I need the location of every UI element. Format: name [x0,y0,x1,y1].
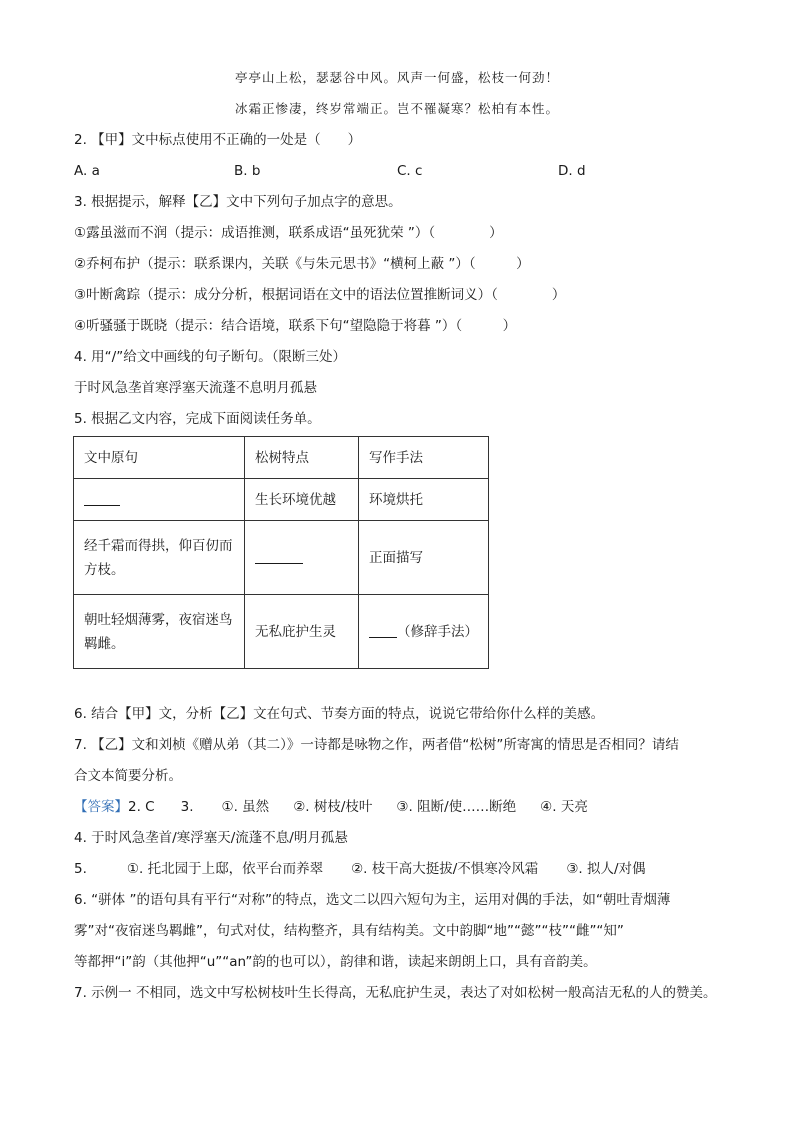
answer-3-2: ②. 树枝/枝叶 [293,799,373,815]
answer-line-1 [74,797,588,817]
cell-technique: 正面描写 [359,521,489,595]
answer-5-2: ②. 枝干高大挺拔/不惧寒冷风霜 [351,861,539,877]
q3-item-3: ③叶断禽踪（提示：成分分析，根据词语在文中的语法位置推断词义）（ ） [74,287,566,303]
q4-sentence: 于时风急垄首寒浮塞天流蓬不息明月孤悬 [74,380,317,396]
blank-cell [245,521,359,595]
poem-line-1: 亭亭山上松，瑟瑟谷中风。风声一何盛，松枝一何劲！ [234,70,559,85]
table-row [74,595,489,669]
cell-feature: 生长环境优越 [245,479,359,521]
cell-original: 经千霜而得拱，仰百仞而方枝。 [74,521,245,595]
answer-7-line-1: 7. 示例一 不相同，选文中写松树枝叶生长得高，无私庇护生灵，表达了对如松树一般高洁无私的人的赞美。 [74,985,717,1001]
question-3-stem: 3. 根据提示，解释【乙】文中下列句子加点字的意思。 [74,194,402,210]
q3-item-1: ①露虽滋而不润（提示：成语推测，联系成语“虽死犹荣 ”）（ ） [74,225,503,241]
answer-6-line-2: 雾”对“夜宿迷鸟羁雌”，句式对仗，结构整齐，具有结构美。文中韵脚“地”“懿”“枝”“雌”“知” [74,923,624,939]
question-5-stem: 5. 根据乙文内容，完成下面阅读任务单。 [74,411,321,427]
answer-6-line-1: 6. “骈体 ”的语句具有平行“对称”的特点，选文二以四六短句为主，运用对偶的手法，如“朝吐青烟薄 [74,892,671,908]
answer-blank [255,551,303,564]
header-technique: 写作手法 [359,437,489,479]
blank-cell [74,479,245,521]
table-row [74,479,489,521]
q2-option-d: D. d [558,163,586,179]
cell-technique [359,595,489,669]
poem-line-2: 冰霜正惨凄，终岁常端正。岂不罹凝寒？松柏有本性。 [234,101,559,116]
cell-technique: 环境烘托 [359,479,489,521]
answer-blank [84,493,120,506]
q3-item-4: ④听骚骚于既晓（提示：结合语境，联系下句“望隐隐于将暮 ”）（ ） [74,318,517,334]
answer-3-num: 3. [180,799,194,815]
answer-2: 2. C [128,799,155,815]
table-row [74,521,489,595]
cell-feature: 无私庇护生灵 [245,595,359,669]
answer-5-num: 5. [74,861,87,877]
answer-5-1: ①. 托北园于上邸，依平台而养翠 [126,861,324,877]
answer-blank [369,625,397,638]
answer-6-line-3: 等都押“i”韵（其他押“u”“an”韵的也可以），韵律和谐，读起来朗朗上口，具有音韵美。 [74,954,597,970]
answer-5-3: ③. 拟人/对偶 [566,861,646,877]
q2-option-a: A. a [74,163,100,179]
answer-3-4: ④. 天亮 [540,799,588,815]
task-table [73,436,489,669]
question-4-stem: 4. 用“/”给文中画线的句子断句。（限断三处） [74,349,346,365]
answer-3-3: ③. 阻断/使……断绝 [396,799,517,815]
q2-option-b: B. b [234,163,261,179]
table-header-row [74,437,489,479]
answer-line-2: 4. 于时风急垄首/寒浮塞天/流蓬不息/明月孤悬 [74,830,348,846]
question-6-stem: 6. 结合【甲】文，分析【乙】文在句式、节奏方面的特点，说说它带给你什么样的美感。 [74,706,605,722]
answer-line-3 [74,859,646,879]
question-2-stem: 2. 【甲】文中标点使用不正确的一处是（ ） [74,132,362,148]
answer-3-1: ①. 虽然 [221,799,270,815]
question-7-stem-2: 合文本简要分析。 [74,768,182,784]
header-original: 文中原句 [74,437,245,479]
q2-option-c: C. c [397,163,423,179]
cell-original: 朝吐轻烟薄雾，夜宿迷鸟羁雌。 [74,595,245,669]
question-7-stem-1: 7. 【乙】文和刘桢《赠从弟（其二）》一诗都是咏物之作，两者借“松树”所寄寓的情思是否相同？请结 [74,737,679,753]
answer-tag: 【答案】 [74,799,128,815]
q3-item-2: ②乔柯布护（提示：联系课内，关联《与朱元思书》“横柯上蔽 ”）（ ） [74,256,530,272]
cell-technique-note: （修辞手法） [397,623,478,640]
header-feature: 松树特点 [245,437,359,479]
